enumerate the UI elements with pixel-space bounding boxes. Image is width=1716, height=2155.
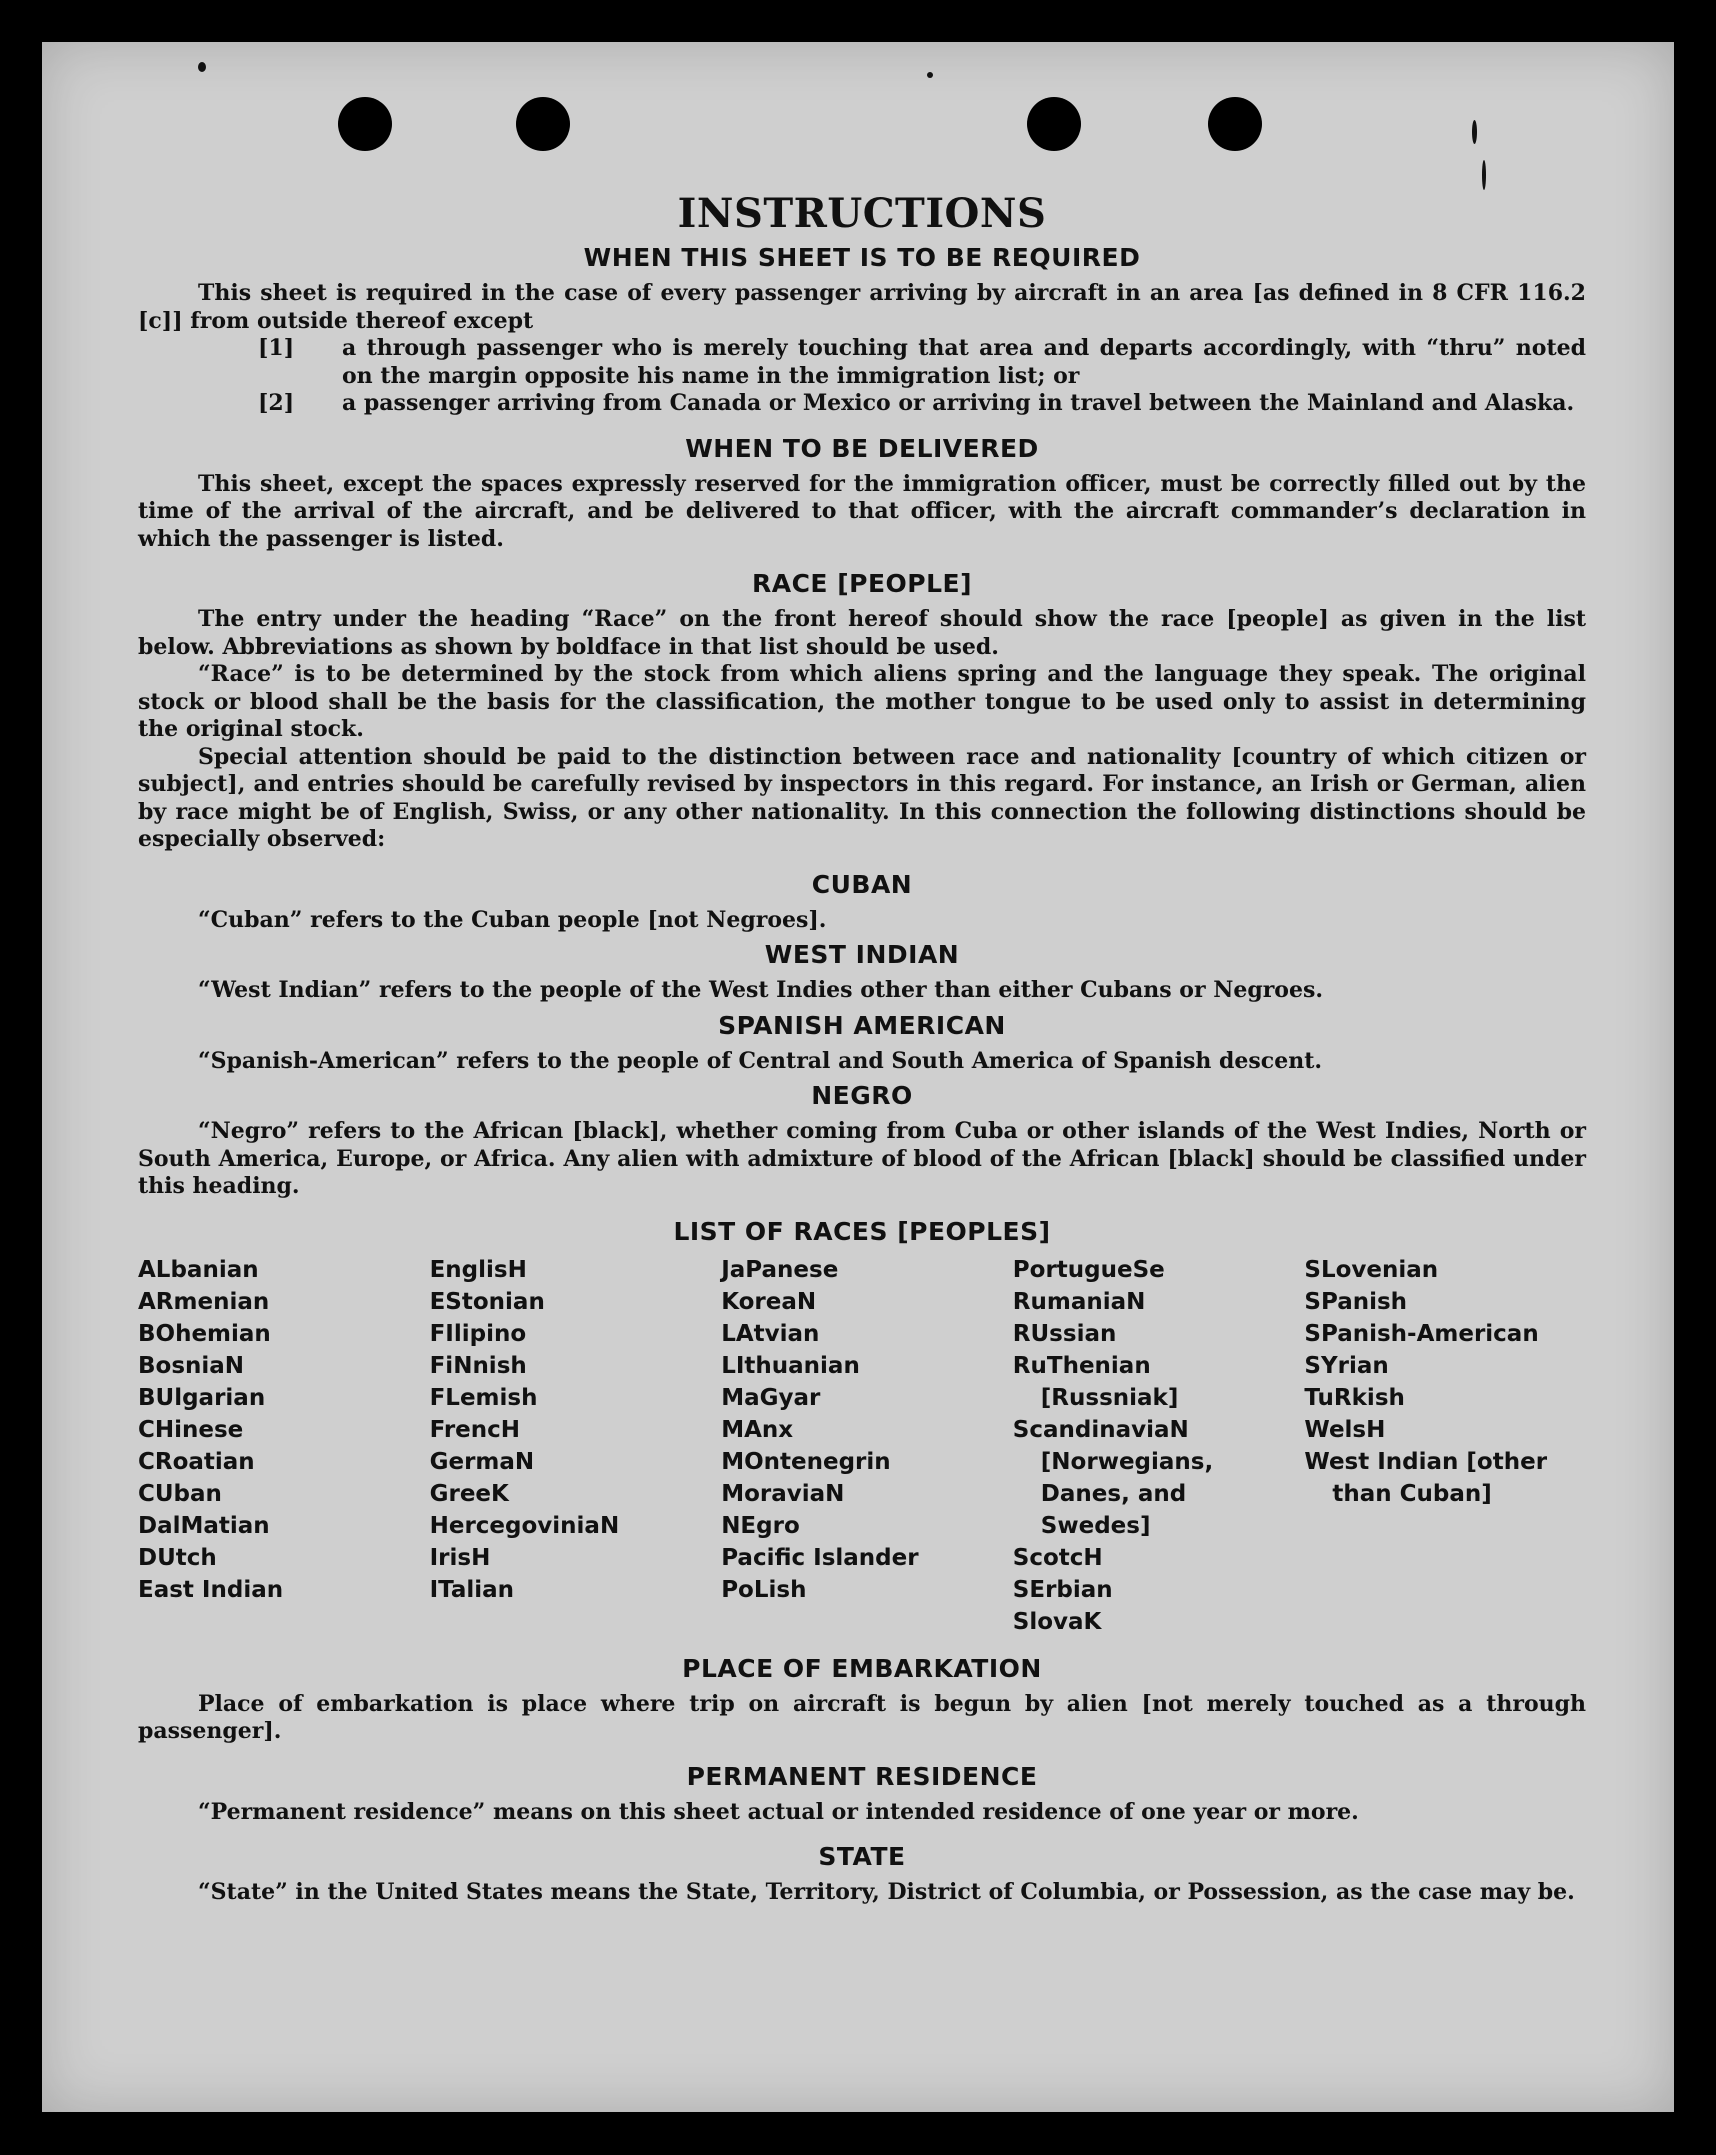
- instructions-body: [138, 142, 1586, 1907]
- race-entry: TuRkish: [1304, 1384, 1405, 1411]
- item-text: a through passenger who is merely touching that area and departs accordingly, with “thru” noted on the margin opposite his name in the immigration list; or: [342, 335, 1586, 389]
- race-entry: IrisH: [429, 1544, 491, 1571]
- race-entry: LIthuanian: [721, 1352, 860, 1379]
- race-entry: MOntenegrin: [721, 1448, 891, 1475]
- heading-when-delivered: WHEN TO BE DELIVERED: [685, 433, 1039, 463]
- race-entry: SPanish: [1304, 1288, 1408, 1315]
- ink-speck: [927, 72, 933, 78]
- race-entry: CRoatian: [138, 1448, 255, 1475]
- race-entry: ScotcH: [1012, 1544, 1103, 1571]
- race-entry: BUlgarian: [138, 1384, 266, 1411]
- race-entry: West Indian [other than Cuban]: [1304, 1448, 1548, 1507]
- race-entry: SlovaK: [1012, 1608, 1102, 1635]
- race-paragraph: Special attention should be paid to the distinction between race and nationality [country of which citizen or subject], and entries should be carefully revised by inspectors in this regard. For instance, an Irish or German, alien by race might be of English, Swiss, or any other nationality. In this connection the following distinctions should be especially observed:: [138, 743, 1586, 852]
- negro-text: “Negro” refers to the African [black], whether coming from Cuba or other islands of the West Indies, North or South America, Europe, or Africa. Any alien with admixture of blood of the African [black] should be classified under this heading.: [138, 1118, 1586, 1199]
- page-title: INSTRUCTIONS: [677, 190, 1047, 237]
- race-entry: CHinese: [138, 1416, 244, 1443]
- race-column: [138, 1254, 420, 1638]
- race-entry: FrencH: [429, 1416, 521, 1443]
- race-entry: DUtch: [138, 1544, 217, 1571]
- race-entry: FLemish: [429, 1384, 538, 1411]
- race-entry: SErbian: [1012, 1576, 1113, 1603]
- spanish-american-text: “Spanish-American” refers to the people of Central and South America of Spanish descent.: [198, 1047, 1323, 1074]
- race-entry: ARmenian: [138, 1288, 270, 1315]
- race-paragraph: The entry under the heading “Race” on the front hereof should show the race [people] as given in the list below. Abbreviations as shown by boldface in that list should be used.: [138, 606, 1586, 660]
- exception-item: [138, 390, 1586, 418]
- race-entry: SLovenian: [1304, 1256, 1439, 1283]
- heading-negro: NEGRO: [811, 1081, 913, 1110]
- race-entry: FIlipino: [429, 1320, 527, 1347]
- race-entry: EStonian: [429, 1288, 545, 1315]
- race-entry: EnglisH: [429, 1256, 527, 1283]
- race-column: [430, 1254, 712, 1638]
- heading-residence: PERMANENT RESIDENCE: [686, 1761, 1038, 1791]
- race-entry: SYrian: [1304, 1352, 1389, 1379]
- heading-race: RACE [PEOPLE]: [751, 569, 973, 598]
- race-entry: RumaniaN: [1012, 1288, 1146, 1315]
- race-entry: SPanish-American: [1304, 1320, 1539, 1347]
- ink-speck: [1472, 120, 1477, 144]
- race-entry: PortugueSe: [1012, 1256, 1165, 1283]
- heading-list-of-races: LIST OF RACES [PEOPLES]: [673, 1216, 1051, 1246]
- heading-state: STATE: [818, 1842, 906, 1871]
- race-entry: RuThenian [Russniak]: [1012, 1352, 1179, 1411]
- when-required-intro: This sheet is required in the case of every passenger arriving by aircraft in an area [as defined in 8 CFR 116.2 [c]] from outside thereof except: [138, 280, 1586, 334]
- west-indian-text: “West Indian” refers to the people of the West Indies other than either Cubans or Negroes.: [198, 977, 1324, 1003]
- race-entry: WelsH: [1304, 1416, 1386, 1443]
- heading-cuban: CUBAN: [811, 869, 913, 899]
- race-entry: MoraviaN: [721, 1480, 845, 1507]
- race-entry: MaGyar: [721, 1384, 821, 1411]
- race-entry: FiNnish: [429, 1352, 527, 1379]
- race-entry: BosniaN: [138, 1352, 245, 1379]
- embarkation-text: Place of embarkation is place where trip on aircraft is begun by alien [not merely touched as a through passenger].: [138, 1690, 1586, 1744]
- heading-when-required: WHEN THIS SHEET IS TO BE REQUIRED: [583, 243, 1141, 272]
- race-entry: ALbanian: [138, 1256, 259, 1283]
- race-column: [1013, 1254, 1295, 1638]
- race-column: [1304, 1254, 1586, 1638]
- race-entry: ITalian: [429, 1576, 515, 1603]
- race-entry: LAtvian: [721, 1320, 820, 1347]
- race-list: [138, 1254, 1586, 1638]
- race-entry: PoLish: [721, 1576, 807, 1603]
- race-paragraph: “Race” is to be determined by the stock from which aliens spring and the language they speak. The original stock or blood shall be the basis for the classification, the mother tongue to be used only to assist in determining the original stock.: [138, 661, 1586, 742]
- race-column: [721, 1254, 1003, 1638]
- race-entry: East Indian: [138, 1576, 284, 1603]
- race-entry: KoreaN: [721, 1288, 817, 1315]
- heading-spanish-american: SPANISH AMERICAN: [718, 1010, 1006, 1040]
- race-entry: MAnx: [721, 1416, 794, 1443]
- race-entry: BOhemian: [138, 1320, 271, 1347]
- item-text: a passenger arriving from Canada or Mexico or arriving in travel between the Mainland and Alaska.: [342, 390, 1575, 416]
- race-entry: DalMatian: [138, 1512, 270, 1539]
- item-number: [1]: [258, 335, 295, 361]
- residence-text: “Permanent residence” means on this sheet actual or intended residence of one year or more.: [198, 1798, 1359, 1825]
- race-entry: GermaN: [429, 1448, 535, 1475]
- heading-west-indian: WEST INDIAN: [764, 940, 960, 969]
- ink-speck: [198, 62, 206, 72]
- race-entry: CUban: [138, 1480, 222, 1507]
- race-entry: RUssian: [1012, 1320, 1117, 1347]
- race-entry: ScandinaviaN [Norwegians, Danes, and Swedes]: [1012, 1416, 1214, 1539]
- document-page: [42, 42, 1674, 2112]
- race-entry: GreeK: [429, 1480, 509, 1507]
- race-entry: JaPanese: [721, 1256, 839, 1283]
- item-number: [2]: [258, 390, 295, 416]
- exception-item: [138, 335, 1586, 390]
- race-entry: NEgro: [721, 1512, 800, 1539]
- state-text: “State” in the United States means the State, Territory, District of Columbia, or Possession, as the case may be.: [198, 1879, 1575, 1905]
- heading-embarkation: PLACE OF EMBARKATION: [682, 1653, 1042, 1683]
- race-entry: Pacific Islander: [721, 1544, 919, 1571]
- cuban-text: “Cuban” refers to the Cuban people [not Negroes].: [198, 906, 827, 933]
- race-entry: HercegoviniaN: [429, 1512, 620, 1539]
- when-delivered-text: This sheet, except the spaces expressly reserved for the immigration officer, must be correctly filled out by the time of the arrival of the aircraft, and be delivered to that officer, with the aircraft commander’s declaration in which the passenger is listed.: [138, 470, 1586, 552]
